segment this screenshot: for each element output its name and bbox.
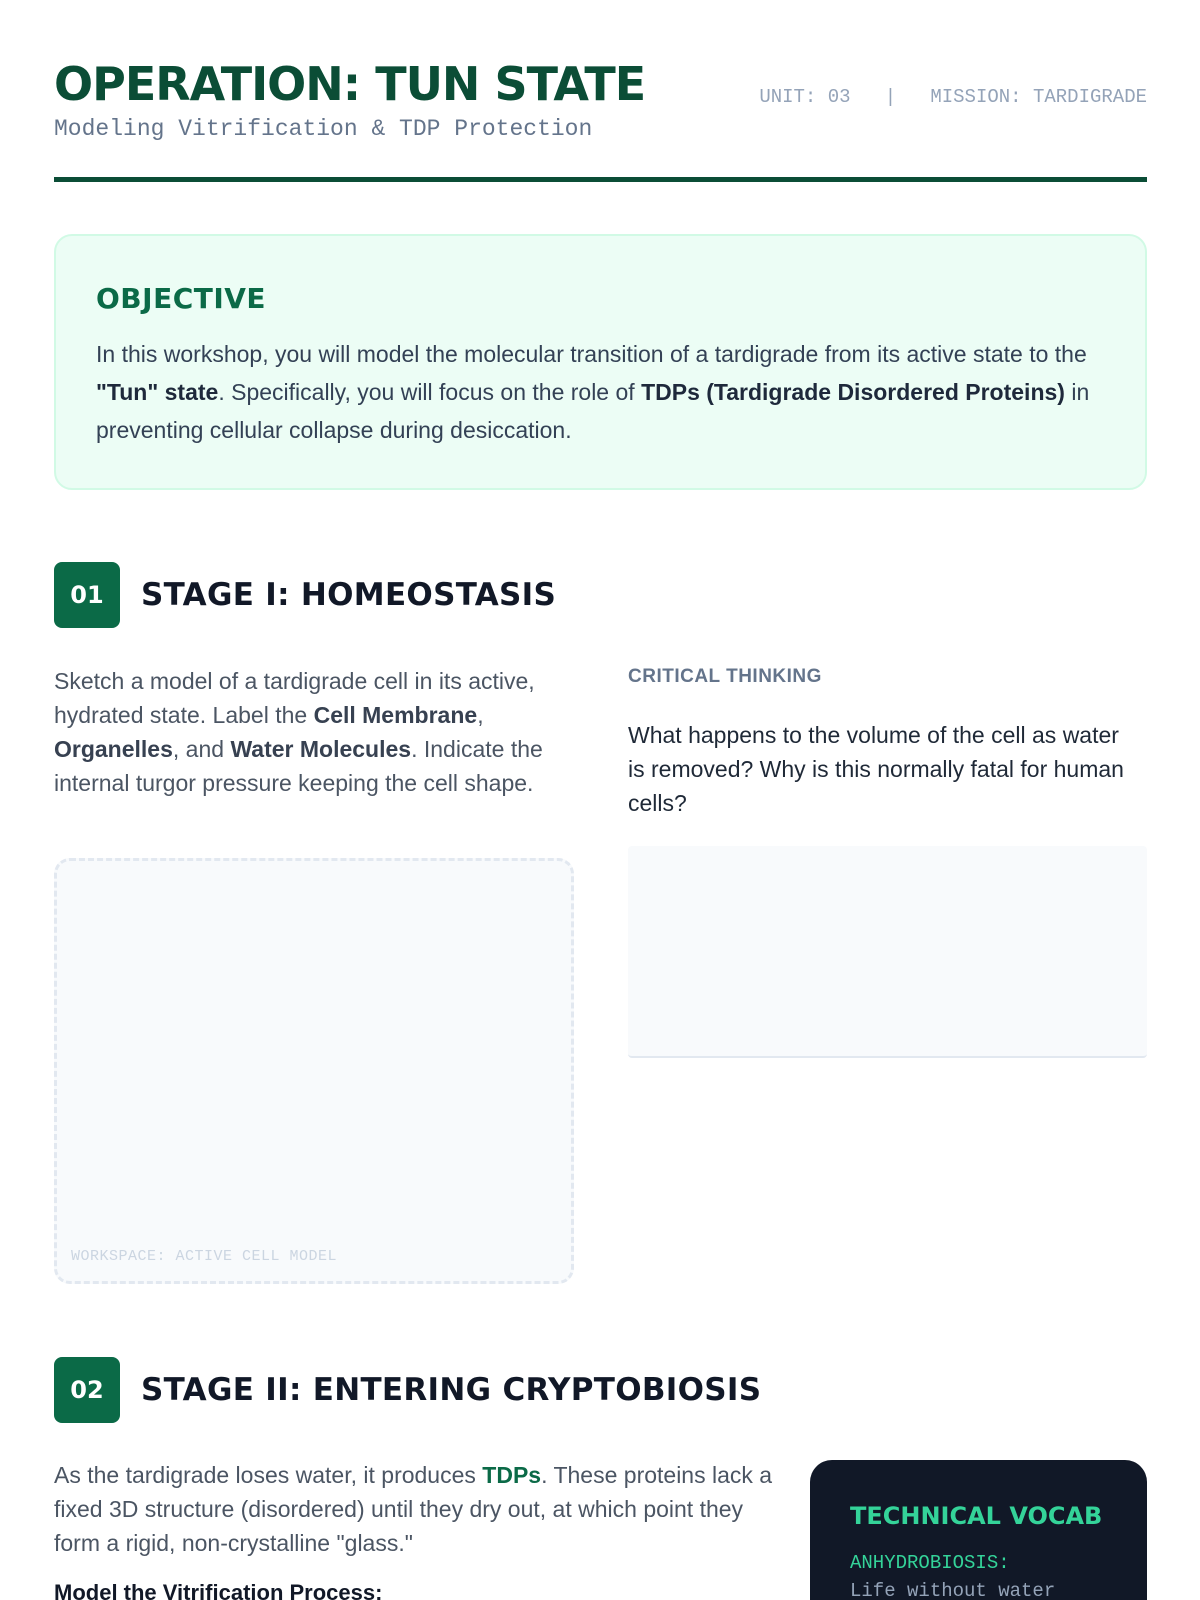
stage-1-badge: 01 — [54, 562, 120, 628]
technical-vocab-card — [810, 1460, 1147, 1600]
critical-thinking-question: What happens to the volume of the cell as water is removed? Why is this normally fatal for human cells? — [628, 722, 1124, 816]
unit-mission-meta: UNIT: 03 | MISSION: TARDIGRADE — [759, 86, 1147, 108]
page-header — [54, 56, 1147, 182]
tun-state-term: "Tun" state — [96, 379, 219, 405]
stage-1-instructions: Sketch a model of a tardigrade cell in its active, hydrated state. Label the Cell Membrane, Organelles, and Water Molecules. Indicate the internal turgor pressure keeping the cell shape. — [54, 668, 543, 796]
stage-1-title: STAGE I: HOMEOSTASIS — [141, 577, 557, 613]
objective-card — [54, 234, 1147, 490]
page-title: OPERATION: TUN STATE — [54, 57, 646, 111]
stage-2-text: As the tardigrade loses water, it produces TDPs. These proteins lack a fixed 3D structure (disordered) until they dry out, at which point they form a rigid, non-crystalline "glass." — [54, 1462, 773, 1556]
page-subtitle: Modeling Vitrification & TDP Protection — [54, 116, 593, 142]
vocab-definition: Life without water — [850, 1580, 1056, 1600]
critical-thinking-label: CRITICAL THINKING — [628, 666, 822, 687]
vitrification-subheading: Model the Vitrification Process: — [54, 1580, 383, 1600]
tdps-highlight: TDPs — [482, 1462, 542, 1488]
objective-text: In this workshop, you will model the molecular transition of a tardigrade from its active state to the "Tun" state. Specifically, you will focus on the role of TDPs (Tardigrade Disordered Proteins) in preventing cellular collapse during desiccation. — [96, 341, 1090, 443]
vocab-term: ANHYDROBIOSIS: — [850, 1552, 1010, 1574]
stage-2-heading — [54, 1357, 761, 1423]
tdp-term: TDPs (Tardigrade Disordered Proteins) — [641, 379, 1065, 405]
stage-2-badge: 02 — [54, 1357, 120, 1423]
stage-1-heading — [54, 562, 556, 628]
stage-2-title: STAGE II: ENTERING CRYPTOBIOSIS — [141, 1372, 762, 1408]
workspace-label: WORKSPACE: ACTIVE CELL MODEL — [71, 1248, 338, 1265]
objective-title: OBJECTIVE — [96, 282, 267, 315]
active-cell-workspace[interactable] — [54, 858, 574, 1284]
critical-thinking-answer-box[interactable] — [628, 846, 1147, 1058]
vocab-title: TECHNICAL VOCAB — [850, 1502, 1103, 1530]
